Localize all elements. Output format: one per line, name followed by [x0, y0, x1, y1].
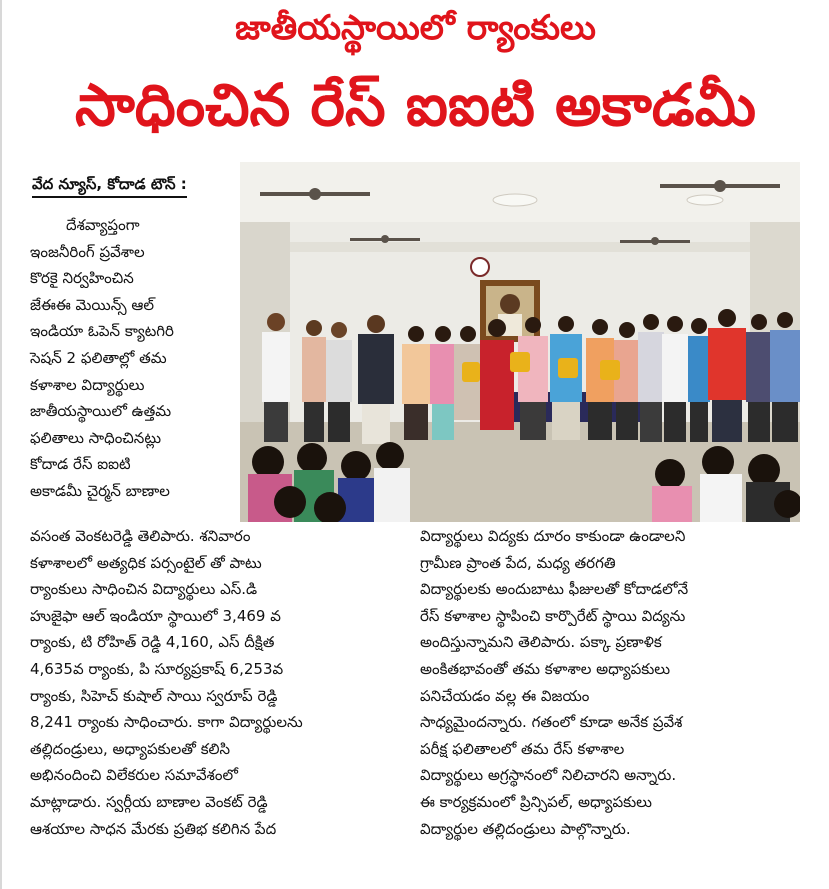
text-line: ఇండియా ఓపెన్ క్యాటగిరి [30, 322, 174, 341]
text-line: దేశవ్యాప్తంగా [66, 216, 140, 234]
text-line: 8,241 ర్యాంకు సాధించారు. కాగా విద్యార్థులను [30, 713, 303, 732]
text-line: విద్యార్థులకు అందుబాటు ఫీజులతో కోదాడలోనే [420, 580, 689, 599]
text-line: 4,635వ ర్యాంకు, పి సూర్యప్రకాష్ 6,253వ [30, 659, 284, 678]
text-line: కళాశాలలో అత్యధిక పర్సంటైల్ తో పాటు [30, 553, 262, 572]
text-line: గ్రామీణ ప్రాంత పేద, మధ్య తరగతి [420, 553, 616, 572]
text-line: కొరకై నిర్వహించిన [30, 269, 134, 288]
text-line: అందిస్తున్నామని తెలిపారు. పక్కా ప్రణాళిక [420, 633, 662, 652]
text-line: అకాడమీ చైర్మన్ బాణాల [30, 481, 170, 500]
text-line: మాట్లాడారు. స్వర్గీయ బాణాల వెంకట్ రెడ్డి [30, 792, 268, 811]
text-line: విద్యార్థుల తల్లిదండ్రులు పాల్గొన్నారు. [420, 819, 631, 838]
text-line: జేఈఈ మెయిన్స్ ఆల్ [30, 295, 154, 314]
text-line: పరీక్ష ఫలితాలలో తమ రేస్ కళాశాల [420, 739, 625, 758]
text-line: సాధ్యమైందన్నారు. గతంలో కూడా అనేక ప్రవేశ [420, 713, 683, 732]
text-line: కళాశాల విద్యార్థులు [30, 375, 145, 394]
text-line: సెషన్ 2 ఫలితాల్లో తమ [30, 348, 167, 367]
text-line: ర్యాంకులు సాధించిన విద్యార్థులు ఎస్.డి [30, 580, 258, 599]
headline-main: సాధించిన రేస్ ఐఐటి అకాడమీ [74, 71, 757, 139]
text-line: హుజైఫా ఆల్ ఇండియా స్థాయిలో 3,469 వ [30, 606, 281, 625]
text-line: జాతీయస్థాయిలో ఉత్తమ [30, 402, 172, 421]
article-column-1 [30, 212, 235, 505]
text-line: ఈ కార్యక్రమంలో ప్రిన్సిపల్, అధ్యాపకులు [420, 792, 652, 811]
text-line: ర్యాంకు, సిహెచ్ కుషాల్ సాయి స్వరూప్ రెడ్డి [30, 686, 278, 705]
text-line: ఆశయాల సాధన మేరకు ప్రతిభ కలిగిన పేద [30, 819, 277, 838]
event-photo [240, 162, 800, 522]
text-line: ఫలితాలు సాధించినట్లు [30, 428, 162, 447]
dateline: వేద న్యూస్, కోదాడ టౌన్ : [32, 174, 187, 198]
article-column-2 [30, 523, 420, 842]
text-line: అంకితభావంతో తమ కళాశాల అధ్యాపకులు [420, 659, 671, 678]
text-line: ర్యాంకు, టి రోహిత్ రెడ్డి 4,160, ఎస్ దీక్షిత [30, 633, 275, 652]
text-line: కోదాడ రేస్ ఐఐటి [30, 455, 131, 474]
text-line: తల్లిదండ్రులు, అధ్యాపకులతో కలిసి [30, 739, 231, 758]
text-line: పనిచేయడం వల్ల ఈ విజయం [420, 686, 590, 705]
text-line: వసంత వెంకటరెడ్డి తెలిపారు. శనివారం [30, 527, 251, 545]
text-line: ఇంజనీరింగ్ ప్రవేశాల [30, 242, 145, 261]
text-line: రేస్ కళాశాల స్థాపించి కార్పొరేట్ స్థాయి విద్యను [420, 606, 686, 625]
headline-kicker: జాతీయస్థాయిలో ర్యాంకులు [235, 8, 596, 48]
text-line: అభినందించి విలేకరుల సమావేశంలో [30, 766, 238, 785]
text-line: విద్యార్థులు విద్యకు దూరం కాకుండా ఉండాలని [420, 527, 686, 545]
article-column-3 [420, 523, 820, 842]
text-line: విద్యార్థులు అగ్రస్థానంలో నిలిచారని అన్నారు. [420, 766, 677, 785]
